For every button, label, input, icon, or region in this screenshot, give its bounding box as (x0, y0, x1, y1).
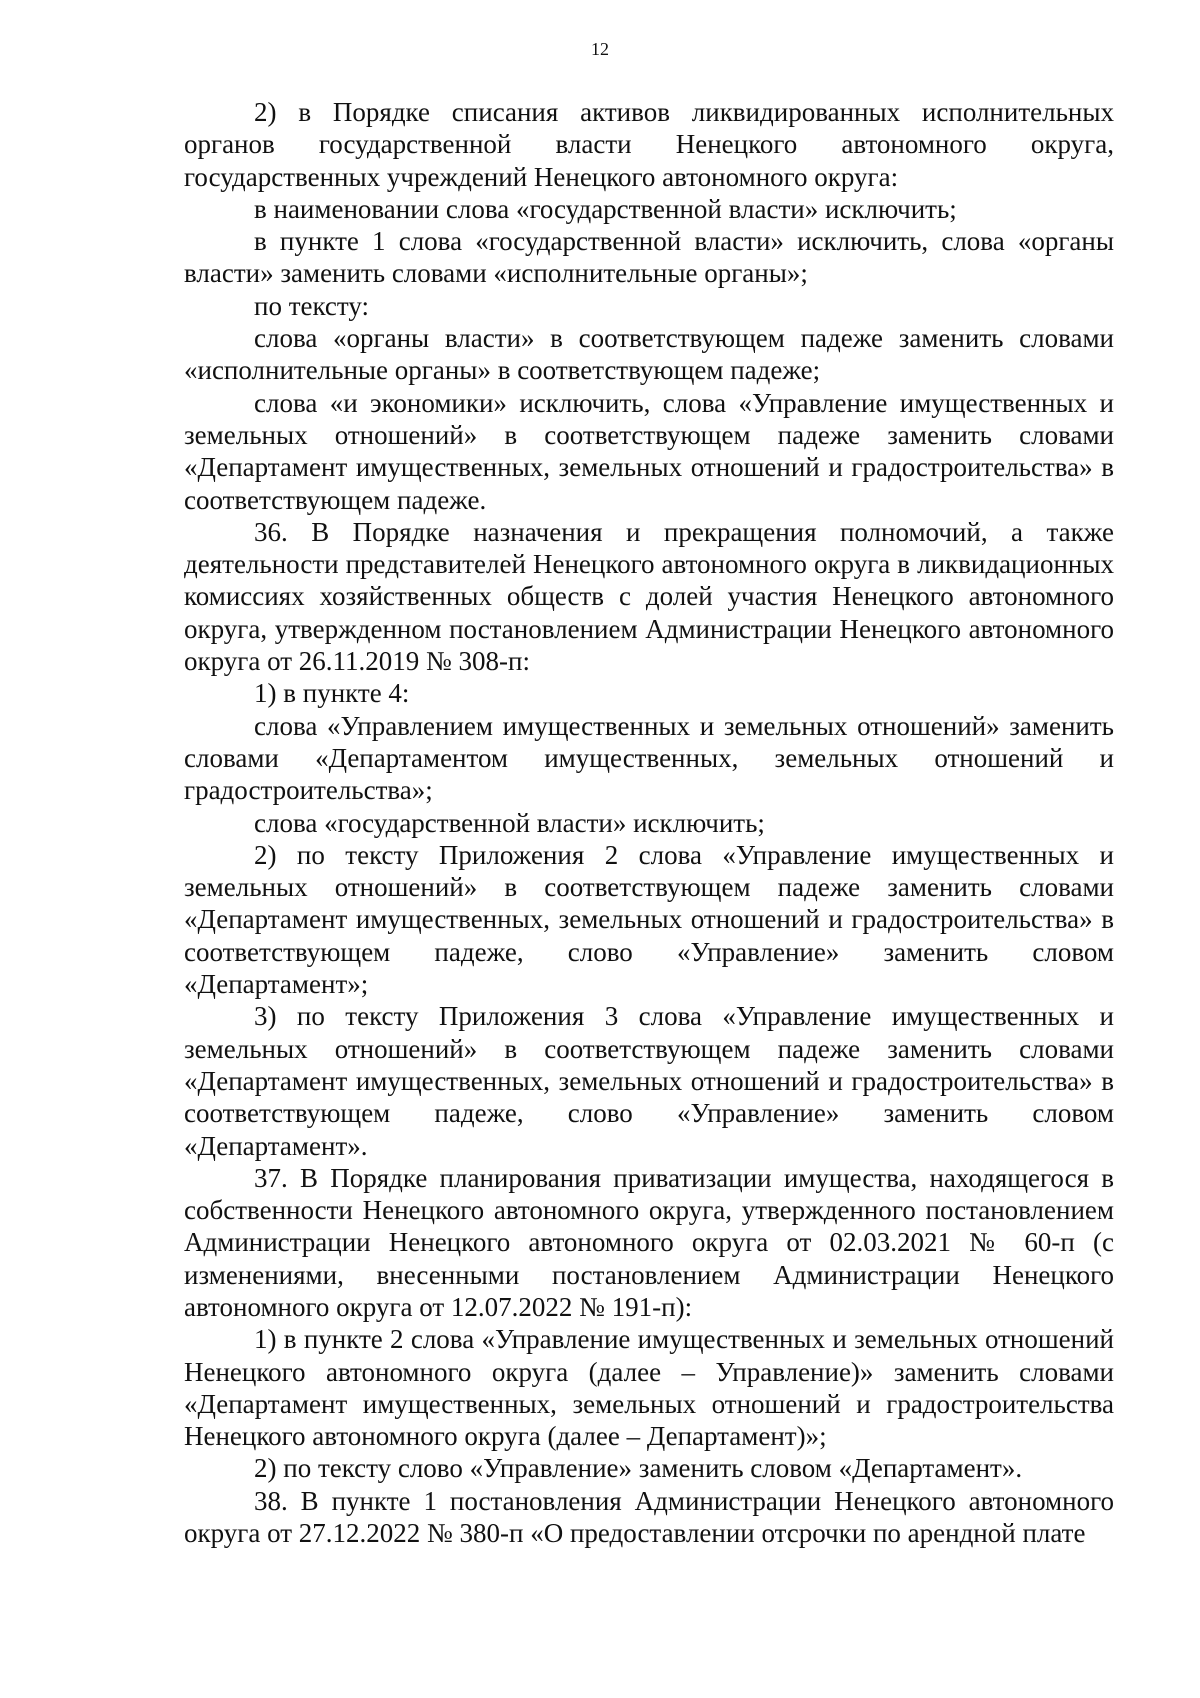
paragraph-section-37: 37. В Порядке планирования приватизации имущества, находящегося в собственности Ненецкого автономного округа, утвержденного постановлением Администрации Ненецкого автономного округа от 02.03.2021 № 60-п (с изменениями, внесенными постановлением Администрации Ненецкого автономного округа от 12.07.2022 № 191-п): (184, 1162, 1114, 1322)
paragraph-authorities-replacement: слова «органы власти» в соответствующем падеже заменить словами «исполнительные органы» в соответствующем падеже; (184, 323, 1114, 386)
paragraph-section-36: 36. В Порядке назначения и прекращения полномочий, а также деятельности представителей Ненецкого автономного округа в ликвидационных комиссиях хозяйственных обществ с долей участия Ненецкого автономного округа, утвержденном постановлением Администрации Ненецкого автономного округа от 26.11.2019 № 308-п: (184, 516, 1114, 677)
paragraph-title-amendment: в наименовании слова «государственной власти» исключить; (254, 193, 957, 224)
document-body (184, 96, 1114, 1549)
paragraph-item-2-writeoff-procedure: 2) в Порядке списания активов ликвидированных исполнительных органов государственной власти Ненецкого автономного округа, государственных учреждений Ненецкого автономного округа: (184, 97, 1114, 192)
paragraph-point-1-amendment: в пункте 1 слова «государственной власти» исключить, слова «органы власти» заменить словами «исполнительные органы»; (184, 226, 1114, 289)
paragraph-section-38: 38. В пункте 1 постановления Администрации Ненецкого автономного округа от 27.12.2022 № 380-п «О предоставлении отсрочки по арендной плате (184, 1485, 1114, 1549)
paragraph-37-item-1: 1) в пункте 2 слова «Управление имущественных и земельных отношений Ненецкого автономного округа (далее – Управление)» заменить словами «Департамент имущественных, земельных отношений и градостроительства Ненецкого автономного округа (далее – Департамент)»; (184, 1324, 1114, 1452)
page-number: 12 (591, 39, 609, 59)
paragraph-by-text: по тексту: (254, 290, 370, 321)
paragraph-36-item-2: 2) по тексту Приложения 2 слова «Управление имущественных и земельных отношений» в соответствующем падеже заменить словами «Департамент имущественных, земельных отношений и градостроительства» в соответствующем падеже, слово «Управление» заменить словом «Департамент»; (184, 839, 1114, 1000)
paragraph-36-item-3: 3) по тексту Приложения 3 слова «Управление имущественных и земельных отношений» в соответствующем падеже заменить словами «Департамент имущественных, земельных отношений и градостроительства» в соответствующем падеже, слово «Управление» заменить словом «Департамент». (184, 1001, 1114, 1161)
paragraph-36-item-1: 1) в пункте 4: (254, 678, 410, 709)
paragraph-36-item-1-words: слова «Управлением имущественных и земельных отношений» заменить словами «Департаментом имущественных, земельных отношений и градостроительства»; (184, 710, 1114, 806)
paragraph-37-item-2: 2) по тексту слово «Управление» заменить словом «Департамент». (254, 1453, 1023, 1484)
paragraph-economy-replacement: слова «и экономики» исключить, слова «Управление имущественных и земельных отношений» в соответствующем падеже заменить словами «Департамент имущественных, земельных отношений и градостроительства» в соответствующем падеже. (184, 387, 1114, 515)
paragraph-36-item-1-exclude: слова «государственной власти» исключить; (254, 807, 765, 838)
